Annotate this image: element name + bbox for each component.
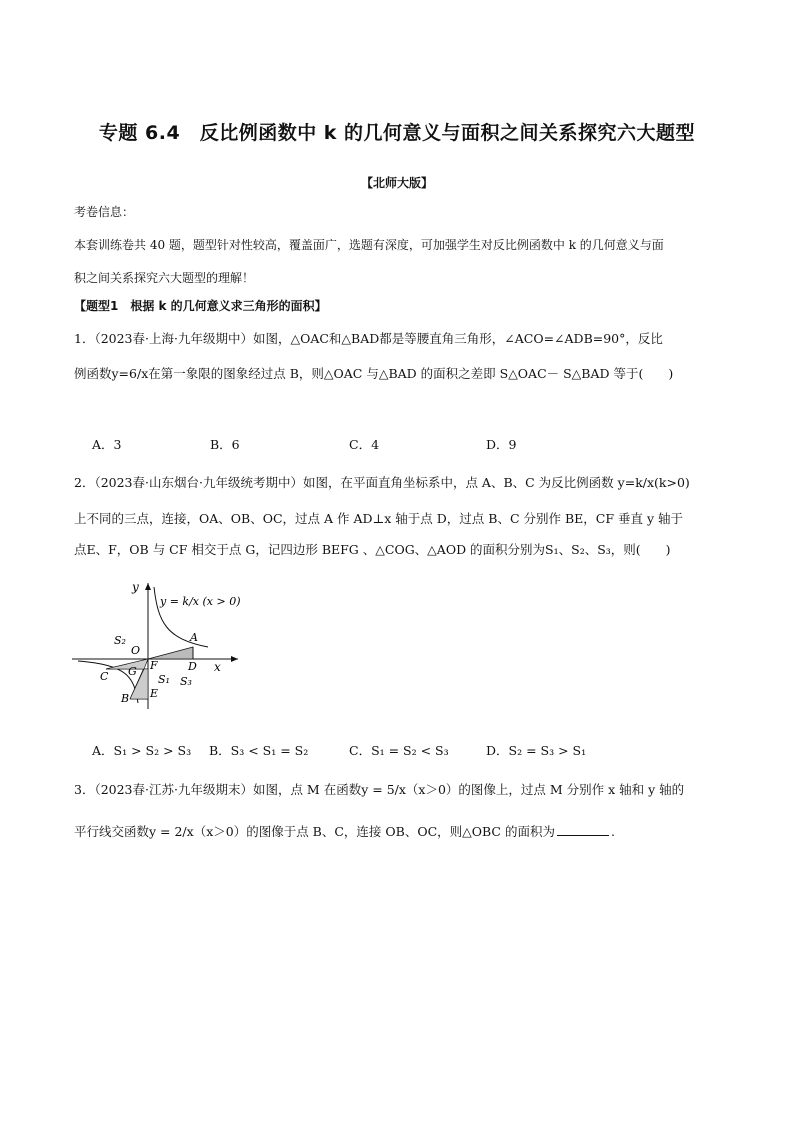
q2-line1: 2．（2023春·山东烟台·九年级统考期中）如图，在平面直角坐标系中，点 A、B、C 为反比例函数 y=k/x(k>0) [74, 475, 690, 490]
q1-line1: 1．（2023春·上海·九年级期中）如图，△OAC和△BAD都是等腰直角三角形，∠ACO=∠ADB=90°，反比 [74, 331, 663, 346]
fig-label-func: y = k/x (x > 0) [160, 595, 241, 608]
exam-info-line2: 积之间关系探究六大题型的理解！ [74, 271, 255, 285]
q2-line2: 上不同的三点，连接，OA、OB、OC，过点 A 作 AD⊥x 轴于点 D，过点 B、C 分别作 BE，CF 垂直 y 轴于 [74, 511, 683, 526]
fig-label-S1: S₁ [158, 673, 170, 686]
q1-option-b[interactable]: B．6 [210, 437, 240, 452]
fig-label-C: C [100, 670, 109, 683]
q3-answer-blank[interactable] [557, 835, 609, 836]
q1-option-d[interactable]: D．9 [486, 437, 517, 452]
q2-option-b[interactable]: B．S₃ < S₁ = S₂ [209, 743, 309, 758]
q1-option-c[interactable]: C．4 [349, 437, 380, 452]
exam-info-label: 考卷信息： [74, 205, 135, 219]
exam-info-line1: 本套训练卷共 40 题，题型针对性较高，覆盖面广，选题有深度，可加强学生对反比例函数中 k 的几何意义与面 [74, 238, 664, 252]
fig-label-S2: S₂ [114, 634, 126, 647]
fig-label-x: x [214, 660, 221, 674]
q2-line3: 点E、F，OB 与 CF 相交于点 G，记四边形 BEFG 、△COG、△AOD 的面积分别为S₁、S₂、S₃，则( ) [74, 542, 671, 557]
fig-label-E: E [150, 687, 159, 700]
q2-figure [68, 577, 248, 712]
edition-label: 【北师大版】 [360, 176, 433, 190]
fig-label-y: y [132, 580, 139, 594]
fig-label-O: O [131, 644, 141, 657]
q2-option-d[interactable]: D．S₂ = S₃ > S₁ [486, 743, 587, 758]
q2-option-c[interactable]: C．S₁ = S₂ < S₃ [349, 743, 449, 758]
fig-label-A: A [190, 631, 198, 644]
q1-option-a[interactable]: A．3 [92, 437, 122, 452]
q3-line2-end: . [610, 824, 615, 839]
q3-line2-text: 平行线交函数y = 2/x（x＞0）的图像于点 B、C，连接 OB、OC，则△OBC 的面积为 [74, 824, 555, 839]
fig-label-F: F [150, 659, 158, 672]
page-title: 专题 6.4 反比例函数中 k 的几何意义与面积之间关系探究六大题型 [98, 122, 696, 144]
q3-line1: 3．（2023春·江苏·九年级期末）如图，点 M 在函数y = 5/x（x＞0）的图像上，过点 M 分别作 x 轴和 y 轴的 [74, 782, 685, 797]
fig-label-G: G [128, 665, 137, 678]
fig-label-D: D [188, 660, 197, 673]
q2-option-a[interactable]: A．S₁ > S₂ > S₃ [92, 743, 192, 758]
fig-label-S3: S₃ [180, 675, 192, 688]
q3-line2 [74, 822, 615, 840]
section-heading-1: 【题型1 根据 k 的几何意义求三角形的面积】 [74, 299, 327, 313]
q1-line2: 例函数y=6/x在第一象限的图象经过点 B，则△OAC 与△BAD 的面积之差即 S△OAC－ S△BAD 等于( ) [74, 366, 674, 381]
fig-label-B: B [121, 692, 130, 705]
